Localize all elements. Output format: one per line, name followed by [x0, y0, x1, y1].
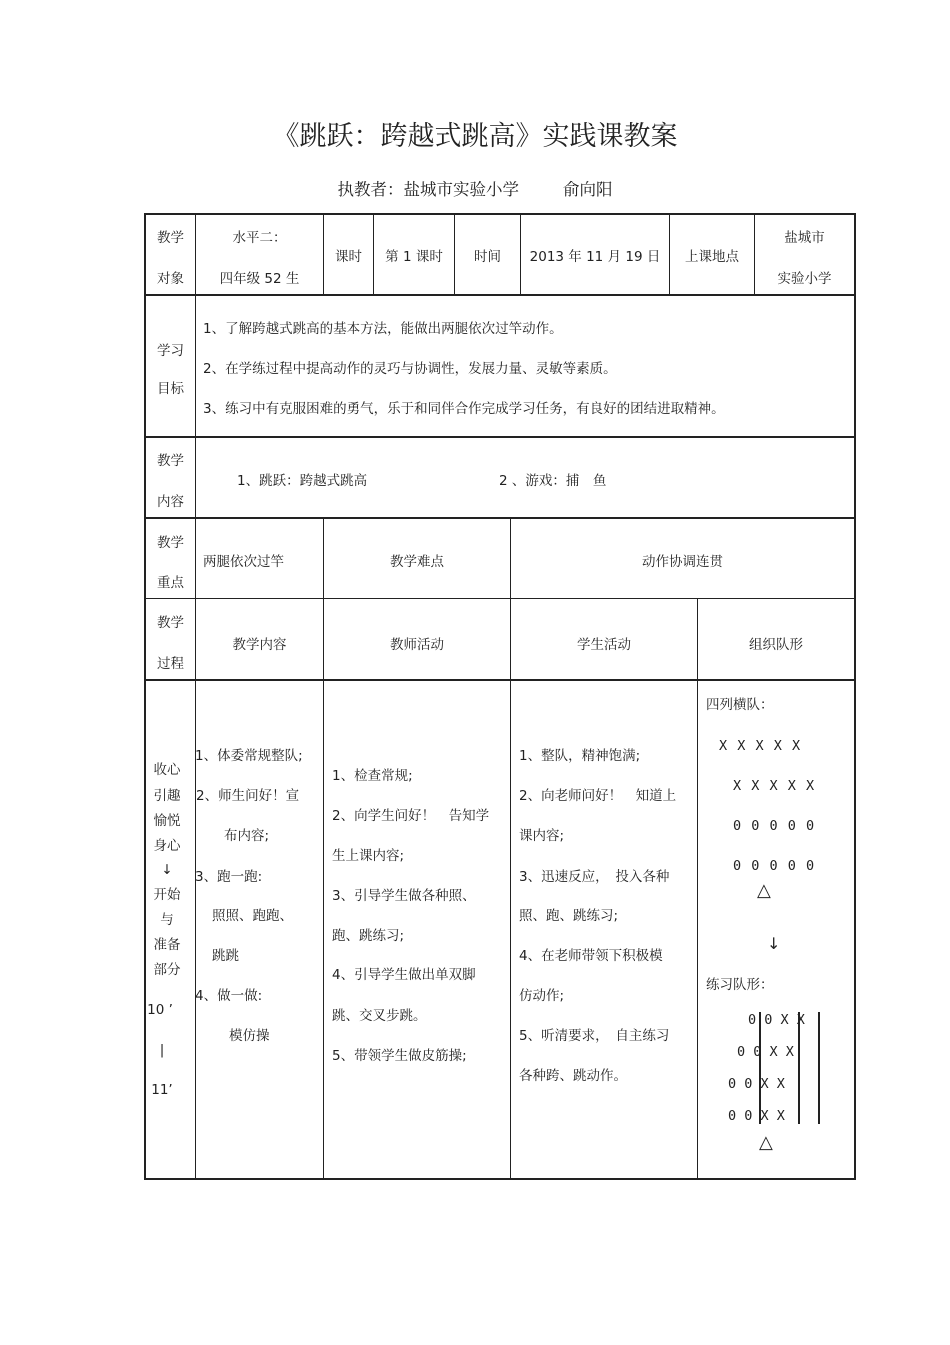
stage-time-start: 10 ’ [147, 1002, 173, 1018]
lesson-value: 第 1 课时 [385, 249, 443, 265]
content-item-2: 2 、游戏：捕 鱼 [499, 473, 607, 489]
list-item: 5、听清要求， 自主练习 [519, 1028, 670, 1044]
content-label-2: 内容 [157, 494, 184, 510]
teacher-triangle-icon: △ [759, 1132, 773, 1153]
list-item: 5、带领学生做皮筋操; [332, 1048, 467, 1064]
subtitle [0, 176, 950, 200]
list-item: 课内容; [519, 828, 565, 844]
formation-row: X X X X X [733, 778, 816, 794]
list-item: 1、体委常规整队; [195, 748, 303, 764]
goals-label-1: 学习 [157, 343, 184, 359]
stage-text: 收心 [153, 762, 181, 778]
place-line-2: 实验小学 [777, 271, 832, 287]
time-label: 时间 [474, 249, 501, 265]
process-label-2: 过程 [157, 656, 184, 672]
list-item: 2、向老师问好！ 知道上 [519, 788, 677, 804]
stage-time-end: 11’ [151, 1082, 173, 1098]
key-point: 两腿依次过竿 [203, 554, 284, 570]
formation-label: 四列横队： [706, 697, 774, 713]
list-item: 1、整队，精神饱满; [519, 748, 641, 764]
grade-text: 四年级 52 生 [219, 271, 300, 287]
list-item: 跳、交叉步跳。 [332, 1008, 427, 1024]
practice-row: 0 0 X X [748, 1012, 805, 1028]
list-item: 2、向学生问好！ 告知学 [332, 808, 490, 824]
teacher-school: 执教者：盐城市实验小学 [337, 180, 519, 199]
list-item: 3、迅速反应， 投入各种 [519, 869, 670, 885]
page-title: 《跳跃：跨越式跳高》实践课教案 [272, 121, 678, 152]
time-value: 2013 年 11 月 19 日 [529, 249, 661, 265]
list-item: 2、师生问好！宣 [196, 788, 300, 804]
difficulty-label: 教学难点 [390, 554, 444, 570]
teacher-triangle-icon: △ [757, 880, 771, 901]
stage-text: 引趣 [153, 788, 181, 804]
stage-text: 开始 [153, 887, 181, 903]
stage-time-sep: | [159, 1042, 165, 1058]
list-item: 照、跑、跳练习; [519, 908, 619, 924]
col-header-student: 学生活动 [577, 637, 631, 653]
stage-text: 与 [160, 912, 174, 928]
difficulty-value: 动作协调连贯 [642, 554, 723, 570]
target-label-1: 教学 [157, 230, 184, 246]
list-item: 仿动作; [519, 988, 565, 1004]
list-item: 4、在老师带领下积极模 [519, 948, 663, 964]
list-item: 跳跳 [212, 948, 239, 964]
practice-formation-label: 练习队形： [706, 977, 774, 993]
list-item: 布内容; [224, 828, 270, 844]
stage-text: 部分 [153, 962, 181, 978]
down-arrow-icon: ↓ [767, 934, 781, 953]
list-item: 1、检查常规; [332, 768, 413, 784]
formation-row: 0 0 0 0 0 [733, 858, 816, 874]
process-label-1: 教学 [157, 615, 184, 631]
practice-row: 0 0 X X [737, 1044, 794, 1060]
focus-label-1: 教学 [157, 535, 184, 551]
stage-text: 准备 [153, 937, 181, 953]
teacher-name: 俞向阳 [563, 180, 613, 199]
formation-row: X X X X X [719, 738, 802, 754]
list-item: 跑、跳练习; [332, 928, 405, 944]
list-item: 生上课内容; [332, 848, 405, 864]
target-label-2: 对象 [157, 271, 184, 287]
level-text: 水平二： [232, 230, 287, 246]
list-item: 4、引导学生做出单双脚 [332, 967, 476, 983]
lesson-label: 课时 [335, 249, 362, 265]
stage-text: 身心 [153, 838, 181, 854]
content-item-1: 1、跳跃：跨越式跳高 [237, 473, 368, 489]
col-header-formation: 组织队形 [749, 637, 803, 653]
col-header-teacher: 教师活动 [390, 637, 444, 653]
list-item: 各种跨、跳动作。 [519, 1068, 627, 1084]
place-label: 上课地点 [685, 249, 739, 265]
list-item: 照照、跑跑、 [212, 908, 293, 924]
formation-row: 0 0 0 0 0 [733, 818, 816, 834]
goal-item-3: 3、练习中有克服困难的勇气，乐于和同伴合作完成学习任务，有良好的团结进取精神。 [203, 401, 725, 417]
list-item: 3、引导学生做各种照、 [332, 888, 476, 904]
list-item: 模仿操 [229, 1028, 270, 1044]
practice-row: 0 0 X X [728, 1108, 785, 1124]
down-arrow-icon: ↓ [161, 862, 173, 878]
place-line-1: 盐城市 [784, 230, 825, 246]
goals-label-2: 目标 [157, 381, 184, 397]
goal-item-2: 2、在学练过程中提高动作的灵巧与协调性，发展力量、灵敏等素质。 [203, 361, 617, 377]
col-header-content: 教学内容 [232, 637, 287, 653]
list-item: 3、跑一跑: [195, 869, 263, 885]
goal-item-1: 1、了解跨越式跳高的基本方法，能做出两腿依次过竿动作。 [203, 321, 563, 337]
list-item: 4、做一做: [195, 988, 263, 1004]
stage-text: 愉悦 [153, 813, 181, 829]
practice-row: 0 0 X X [728, 1076, 785, 1092]
content-label-1: 教学 [157, 453, 184, 469]
focus-label-2: 重点 [157, 575, 184, 591]
